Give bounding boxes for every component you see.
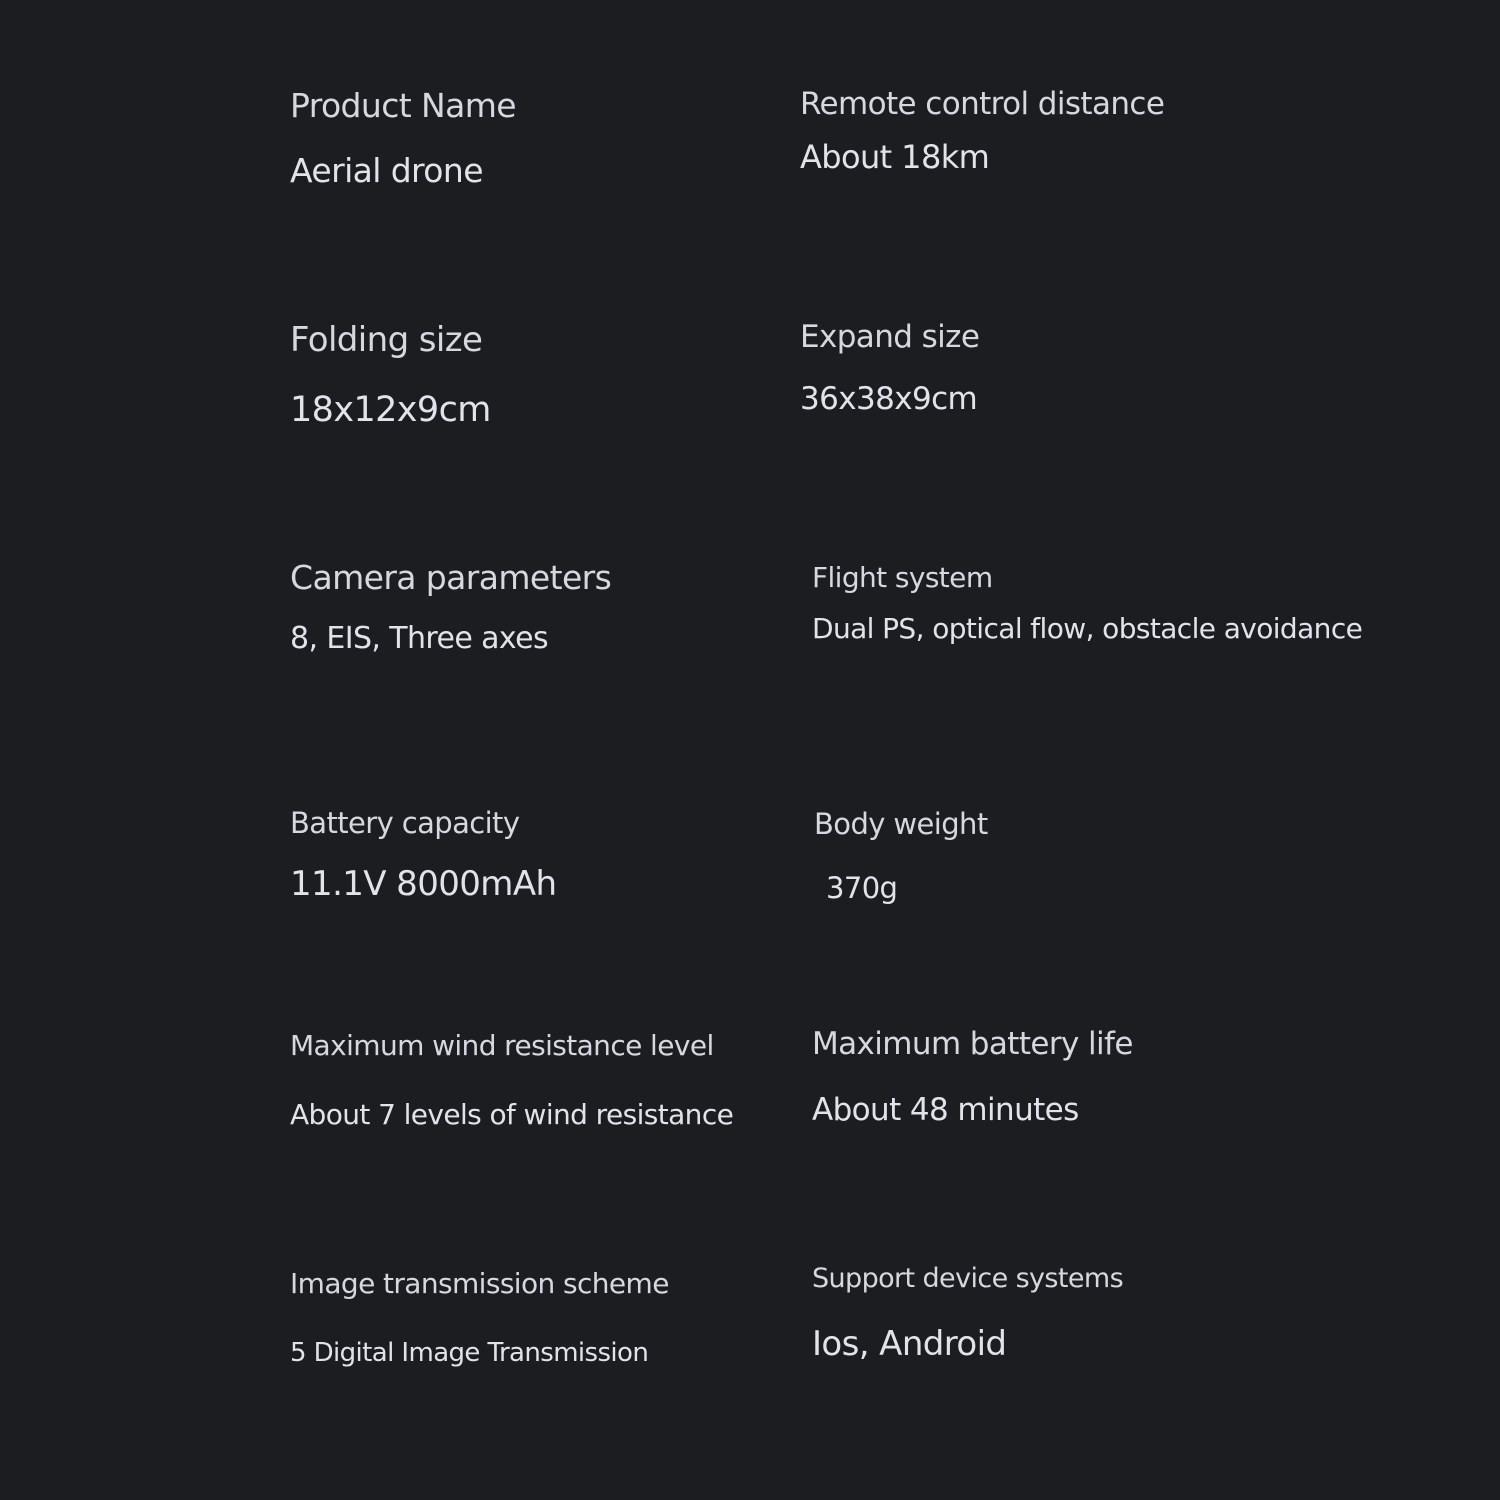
spec-value: Dual PS, optical flow, obstacle avoidance — [812, 612, 1363, 645]
spec-folding-size — [290, 320, 491, 430]
spec-value: 18x12x9cm — [290, 390, 491, 430]
spec-max-battery-life — [812, 1026, 1133, 1128]
spec-remote-control-distance — [800, 86, 1164, 176]
spec-product-name — [290, 86, 516, 190]
spec-battery-capacity — [290, 806, 556, 904]
spec-value: Aerial drone — [290, 151, 483, 190]
spec-label: Battery capacity — [290, 806, 520, 840]
spec-value: 370g — [826, 871, 898, 905]
spec-camera-parameters — [290, 558, 611, 656]
spec-expand-size — [800, 319, 979, 417]
spec-label: Flight system — [812, 561, 993, 594]
spec-value: 36x38x9cm — [800, 381, 978, 417]
spec-label: Camera parameters — [290, 558, 612, 597]
spec-flight-system — [812, 561, 1362, 645]
spec-label: Support device systems — [812, 1263, 1124, 1294]
spec-label: Body weight — [814, 807, 988, 841]
spec-value: About 7 levels of wind resistance — [290, 1098, 734, 1131]
spec-body-weight — [814, 807, 988, 905]
spec-value: 5 Digital Image Transmission — [290, 1338, 649, 1368]
spec-label: Remote control distance — [800, 86, 1165, 122]
spec-label: Maximum battery life — [812, 1026, 1133, 1062]
spec-label: Expand size — [800, 319, 980, 355]
spec-label: Folding size — [290, 320, 483, 360]
spec-label: Product Name — [290, 86, 516, 125]
spec-value: About 18km — [800, 138, 990, 176]
spec-value: 8, EIS, Three axes — [290, 621, 549, 656]
spec-value: About 48 minutes — [812, 1092, 1079, 1128]
spec-value: Ios, Android — [812, 1324, 1007, 1364]
spec-value: 11.1V 8000mAh — [290, 864, 557, 904]
spec-label: Image transmission scheme — [290, 1267, 669, 1300]
spec-max-wind-resistance — [290, 1029, 733, 1131]
spec-image-transmission — [290, 1267, 669, 1368]
spec-support-device-systems — [812, 1263, 1123, 1364]
spec-label: Maximum wind resistance level — [290, 1029, 714, 1062]
